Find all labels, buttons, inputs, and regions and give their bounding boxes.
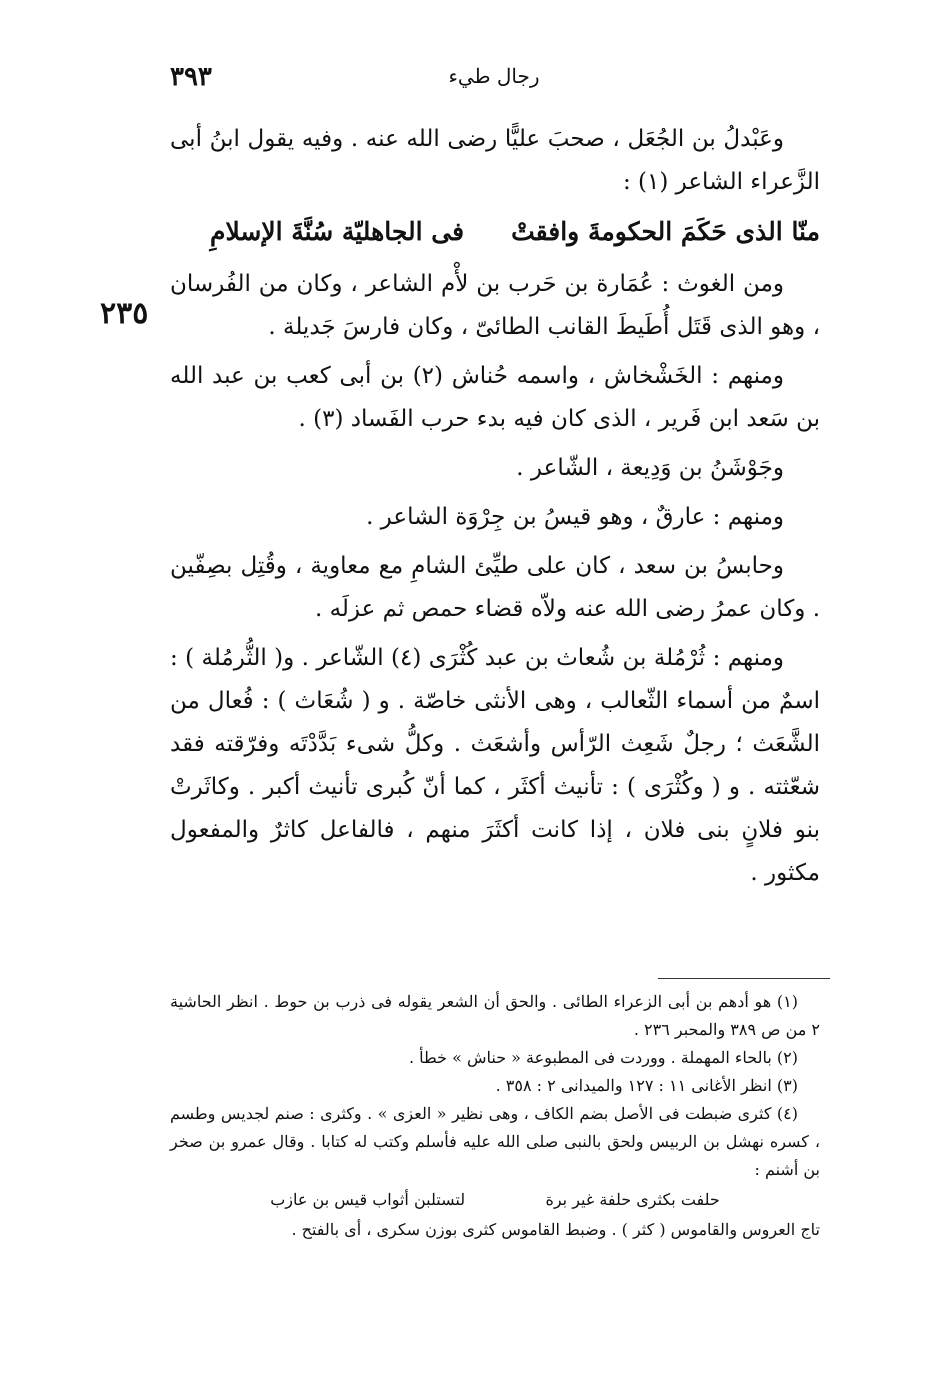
footnote-4-tail: تاج العروس والقاموس ( كثر ) . وضبط القاموس كثرى بوزن سكرى ، أى بالفتح . (291, 1220, 820, 1239)
footnote-4: (٤) كثرى ضبطت فى الأصل بضم الكاف ، وهى نظير « العزى » . وكثرى : صنم لجديس وطسم ، كسره نهشل بن الربيس ولحق بالنبى صلى الله عليه فأسلم وكتب له كتابا . وقال عمرو بن صخر بن أشنم : (170, 1104, 821, 1179)
paragraph-ariq: ومنهم : عارقٌ ، وهو قيسُ بن جِرْوَة الشاعر . (366, 504, 784, 530)
paragraph-umara: ومن الغوث : عُمَارة بن حَرب بن لأْم الشاعر ، وكان من الفُرسان ، وهو الذى قَتَل أُطَيطَ القانب الطائىّ ، وكان فارسَ جَديلة . (170, 271, 820, 340)
footnote-verse (170, 1186, 820, 1214)
page-number: ٣٩٣ (170, 62, 212, 92)
footnote-divider (658, 978, 830, 979)
footnote-verse-second-hemistich: لتستلبن أثواب قيس بن عازب (270, 1190, 466, 1209)
paragraph-habis: وحابسُ بن سعد ، كان على طيِّئ الشامِ مع معاوية ، وقُتِل بصِفّين . وكان عمرُ رضى الله عنه ولاّه قضاء حمص ثم عزلَه . (170, 553, 820, 622)
running-title: رجال طيء (448, 64, 540, 88)
verse-second-hemistich: فى الجاهليّة سُنَّةَ الإسلامِ (210, 217, 465, 246)
verse-line (170, 210, 820, 253)
paragraph-thurmula: ومنهم : ثُرْمُلة بن شُعاث بن عبد كُثْرَى (٤) الشّاعر . و( الثُّرمُلة ) : اسمٌ من أسماء الثّعالب ، وهى الأنثى خاصّة . و ( شُعَاث ) : فُعال من الشَّعَث ؛ رجلٌ شَعِث الرّأس وأشعَث . وكلُّ شىء بَدَّدْتَه وفرّقته فقد شعّثته . و ( وكُثْرَى ) : تأنيث أكثَر ، كما أنّ كُبرى تأنيث أكبر . وكاثَرتْ بنو فلانٍ بنى فلان ، إذا كانت أكثَرَ منهم ، فالفاعل كاثرٌ والمفعول مكثور . (170, 645, 820, 886)
footnote-1: (١) هو أدهم بن أبى الزعراء الطائى . والحق أن الشعر يقوله فى ذرب بن حوط . انظر الحاشية ٢ من ص ٣٨٩ والمحبر ٢٣٦ . (170, 992, 820, 1039)
paragraph-khashkhash: ومنهم : الخَشْخاش ، واسمه حُناش (٢) بن أبى كعب بن عبد الله بن سَعد ابن فَرير ، الذى كان فيه بدء حرب الفَساد (٣) . (170, 363, 820, 432)
footnote-verse-first-hemistich: حلفت بكثرى حلفة غير برة (545, 1190, 720, 1209)
verse-first-hemistich: منّا الذى حَكَمَ الحكومةَ وافقتْ (511, 217, 820, 246)
footnote-2: (٢) بالحاء المهملة . ووردت فى المطبوعة « حناش » خطأ . (408, 1048, 798, 1067)
main-text (170, 118, 820, 901)
footnotes (170, 988, 820, 1244)
footnote-3: (٣) انظر الأغانى ١١ : ١٢٧ والميدانى ٢ : ٣٥٨ . (495, 1076, 798, 1095)
page-header (170, 62, 818, 102)
paragraph-abdal: وعَبْدلُ بن الجُعَل ، صحبَ عليًّا رضى الله عنه . وفيه يقول ابنُ أبى الزَّعراء الشاعر (١) : (170, 126, 820, 195)
marginal-page-number: ٢٣٥ (100, 296, 149, 331)
paragraph-jawshan: وجَوْشَنُ بن وَدِيعة ، الشّاعر . (516, 455, 784, 481)
